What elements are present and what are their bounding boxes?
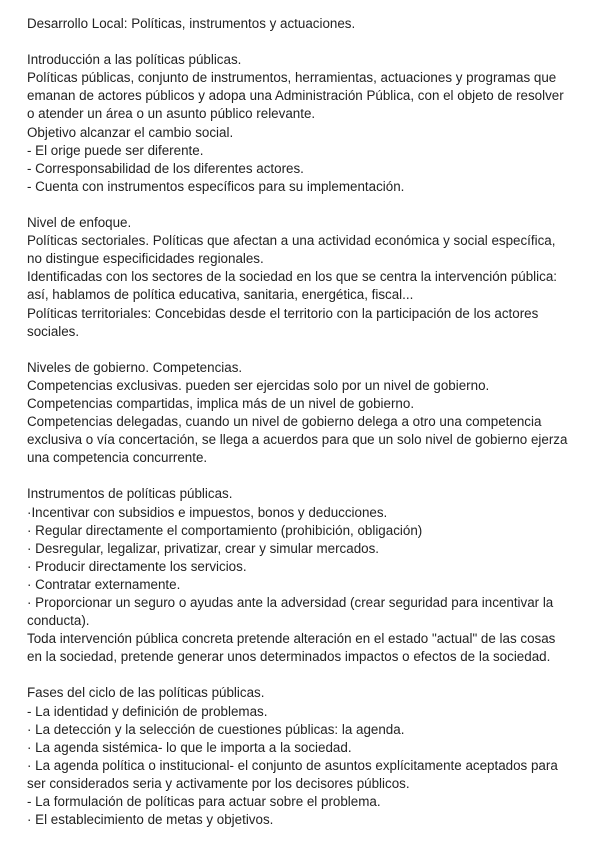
paragraph-line: exclusiva o vía concertación, se llega a acuerdos para que un solo nivel de gobierno ejerza xyxy=(27,432,568,448)
paragraph-line: · La agenda política o institucional- el conjunto de asuntos explícitamente aceptados para xyxy=(27,757,558,773)
paragraph-line: Políticas sectoriales. Políticas que afectan a una actividad económica y social específica, xyxy=(27,233,556,249)
paragraph-line: Políticas territoriales: Concebidas desde el territorio con la participación de los actores xyxy=(27,305,539,321)
paragraph-line: conducta). xyxy=(27,613,90,629)
section xyxy=(27,51,575,196)
document-title: Desarrollo Local: Políticas, instrumentos y actuaciones. xyxy=(27,16,356,31)
paragraph-line: Identificadas con los sectores de la sociedad en los que se centra la intervención pública: xyxy=(27,269,557,285)
paragraph-line: · Proporcionar un seguro o ayudas ante la adversidad (crear seguridad para incentivar la xyxy=(27,595,554,610)
section-heading: Niveles de gobierno. Competencias. xyxy=(27,359,243,375)
paragraph-line: · La detección y la selección de cuestiones públicas: la agenda. xyxy=(27,721,405,737)
paragraph-line: Competencias delegadas, cuando un nivel de gobierno delega a otro una competencia xyxy=(27,414,542,430)
blank-line xyxy=(27,467,575,485)
paragraph-line: · Producir directamente los servicios. xyxy=(27,558,247,574)
paragraph-line: - El orige puede ser diferente. xyxy=(27,142,204,158)
section-heading: Introducción a las políticas públicas. xyxy=(27,52,242,68)
blank-line xyxy=(27,341,575,359)
blank-line xyxy=(27,33,575,51)
paragraph-line: ·Incentivar con subsidios e impuestos, bonos y deducciones. xyxy=(27,504,388,520)
document xyxy=(27,15,575,829)
section xyxy=(27,214,575,341)
paragraph-line: emanan de actores públicos y adopa una Administración Pública, con el objeto de resolver xyxy=(27,88,564,104)
paragraph-line: - La identidad y definición de problemas. xyxy=(27,703,268,719)
paragraph-line: · Contratar externamente. xyxy=(27,576,181,592)
document-body xyxy=(27,51,575,829)
paragraph-line: · El establecimiento de metas y objetivos. xyxy=(27,812,274,828)
paragraph-line: Objetivo alcanzar el cambio social. xyxy=(27,124,234,140)
paragraph-line: Toda intervención pública concreta pretende alteración en el estado "actual" de las cosas xyxy=(27,631,556,647)
blank-line xyxy=(27,196,575,214)
paragraph-line: ser considerados seria y activamente por los decisores públicos. xyxy=(27,775,410,791)
paragraph-line: o atender un área o un asunto público relevante. xyxy=(27,106,316,122)
section xyxy=(27,684,575,829)
section-heading: Nivel de enfoque. xyxy=(27,215,132,231)
paragraph-line: - Cuenta con instrumentos específicos para su implementación. xyxy=(27,178,405,194)
paragraph-line: · Desregular, legalizar, privatizar, crear y simular mercados. xyxy=(27,540,379,556)
paragraph-line: en la sociedad, pretende generar unos determinados impactos o efectos de la sociedad. xyxy=(27,649,551,665)
paragraph-line: · La agenda sistémica- lo que le importa a la sociedad. xyxy=(27,739,352,755)
paragraph-line: sociales. xyxy=(27,323,80,339)
section-heading: Fases del ciclo de las políticas públicas. xyxy=(27,685,265,701)
section xyxy=(27,359,575,468)
paragraph-line: una competencia concurrente. xyxy=(27,450,208,466)
paragraph-line: - Corresponsabilidad de los diferentes actores. xyxy=(27,160,304,176)
section xyxy=(27,485,575,666)
blank-line xyxy=(27,666,575,684)
paragraph-line: no distingue especificidades regionales. xyxy=(27,251,264,267)
paragraph-line: así, hablamos de política educativa, sanitaria, energética, fiscal... xyxy=(27,287,414,303)
section-heading: Instrumentos de políticas públicas. xyxy=(27,486,233,502)
paragraph-line: Políticas públicas, conjunto de instrumentos, herramientas, actuaciones y programas que xyxy=(27,70,557,86)
paragraph-line: - La formulación de políticas para actuar sobre el problema. xyxy=(27,794,381,810)
paragraph-line: Competencias exclusivas. pueden ser ejercidas solo por un nivel de gobierno. xyxy=(27,377,490,393)
paragraph-line: · Regular directamente el comportamiento (prohibición, obligación) xyxy=(27,522,423,538)
paragraph-line: Competencias compartidas, implica más de un nivel de gobierno. xyxy=(27,395,415,411)
